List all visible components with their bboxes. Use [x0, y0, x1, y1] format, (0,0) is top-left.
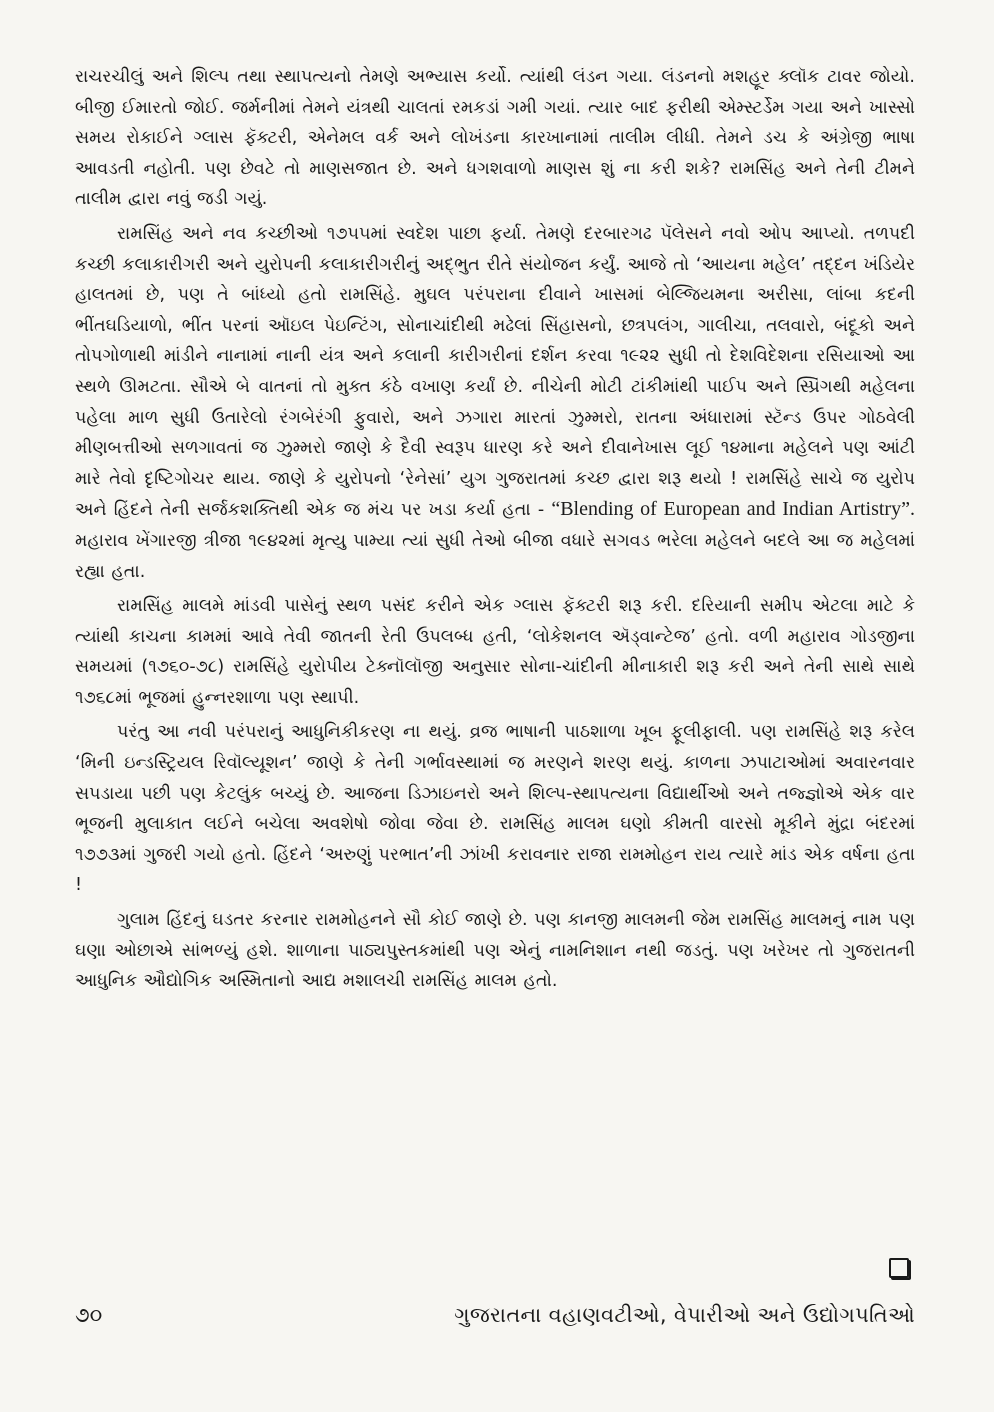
page-footer [75, 1297, 915, 1333]
page-body [75, 62, 915, 1352]
paragraph-2-english-quote: “Blending of European and Indian Artistry”. [551, 498, 915, 521]
paragraph-3: રામસિંહ માલમે માંડવી પાસેનું સ્થળ પસંદ કરીને એક ગ્લાસ ફૅક્ટરી શરૂ કરી. દરિયાની સમીપ એટલા માટે કે ત્યાંથી કાચના કામમાં આવે તેવી જાતની રેતી ઉપલબ્ધ હતી, ‘લોકેશનલ ઍડ્વાન્ટેજ’ હતો. વળી મહારાવ ગોડજીના સમયમાં (૧૭૬૦-૭૮) રામસિંહે યુરોપીય ટેક્નૉલૉજી અનુસાર સોના-ચાંદીની મીનાકારી શરૂ કરી અને તેની સાથે સાથે ૧૭૬૮માં ભૂજમાં હુન્નરશાળા પણ સ્થાપી. [75, 596, 915, 708]
paragraph-2 [75, 219, 915, 587]
paragraph-1: રાચરચીલું અને શિલ્પ તથા સ્થાપત્યનો તેમણે અભ્યાસ કર્યો. ત્યાંથી લંડન ગયા. લંડનનો મશહૂર ક્લૉક ટાવર જોયો. બીજી ઈમારતો જોઈ. જર્મનીમાં તેમને યંત્રથી ચાલતાં રમકડાં ગમી ગયાં. ત્યાર બાદ ફરીથી એમ્સ્ટર્ડેમ ગયા અને ખાસ્સો સમય રોકાઈને ગ્લાસ ફૅક્ટરી, એનેમલ વર્ક અને લોખંડના કારખાનામાં તાલીમ લીધી. તેમને ડચ કે અંગ્રેજી ભાષા આવડતી નહોતી. પણ છેવટે તો માણસજાત છે. અને ધગશવાળો માણસ શું ના કરી શકે? રામસિંહ અને તેની ટીમને તાલીમ દ્વારા નવું જડી ગયું. [75, 67, 915, 210]
paragraph-4: પરંતુ આ નવી પરંપરાનું આધુનિકીકરણ ના થયું. વ્રજ ભાષાની પાઠશાળા ખૂબ ફૂલીફાલી. પણ રામસિંહે શરૂ કરેલ ‘મિની ઇન્ડસ્ટ્રિયલ રિવૉલ્યૂશન’ જાણે કે તેની ગર્ભાવસ્થામાં જ મરણને શરણ થયું. કાળના ઝપાટાઓમાં અવારનવાર સપડાયા પછી પણ કેટલુંક બચ્યું છે. આજના ડિઝાઇનરો અને શિલ્પ-સ્થાપત્યના વિદ્યાર્થીઓ અને તજ્જ્ઞોએ એક વાર ભૂજની મુલાકાત લઈને બચેલા અવશેષો જોવા જેવા છે. રામસિંહ માલમ ઘણો કીમતી વારસો મૂકીને મુંદ્રા બંદરમાં ૧૭૭૩માં ગુજરી ગયો હતો. હિંદને ‘અરુણું પરભાત’ની ઝાંખી કરાવનાર રાજા રામમોહન રાય ત્યારે માંડ એક વર્ષના હતા ! [75, 722, 915, 896]
paragraph-5: ગુલામ હિંદનું ઘડતર કરનાર રામમોહનને સૌ કોઈ જાણે છે. પણ કાનજી માલમની જેમ રામસિંહ માલમનું નામ પણ ઘણા ઓછાએ સાંભળ્યું હશે. શાળાના પાઠ્યપુસ્તકમાંથી પણ એનું નામનિશાન નથી જડતું. પણ ખરેખર તો ગુજરાતની આધુનિક ઔદ્યોગિક અસ્મિતાનો આદ્ય મશાલચી રામસિંહ માલમ હતો. [75, 910, 915, 992]
square-end-mark-icon [889, 1258, 909, 1278]
book-title: ગુજરાતના વહાણવટીઓ, વેપારીઓ અને ઉદ્યોગપતિઓ [454, 1302, 915, 1327]
paragraph-2-continuation: મહારાવ ખેંગારજી ત્રીજા ૧૯૪૨માં મૃત્યુ પામ્યા ત્યાં સુધી તેઓ બીજા વધારે સગવડ ભરેલા મહેલને બદલે આ જ મહેલમાં રહ્યા હતા. [75, 530, 915, 582]
page-number: ૭૦ [75, 1302, 103, 1327]
paragraph-2-text: રામસિંહ અને નવ કચ્છીઓ ૧૭૫૫માં સ્વદેશ પાછા ફર્યા. તેમણે દરબારગઢ પૅલેસને નવો ઓપ આપ્યો. તળપદી કચ્છી કલાકારીગરી અને યુરોપની કલાકારીગરીનું અદ્ભુત રીતે સંયોજન કર્યું. આજે તો ‘આયના મહેલ’ તદ્દન ખંડિયેર હાલતમાં છે, પણ તે બાંધ્યો હતો રામસિંહે. મુઘલ પરંપરાના દીવાને ખાસમાં બેલ્જિયમના અરીસા, લાંબા કદની ભીંતઘડિયાળો, ભીંત પરનાં ઑઇલ પેઇન્ટિંગ, સોનાચાંદીથી મઢેલાં સિંહાસનો, છત્રપલંગ, ગાલીચા, તલવારો, બંદૂકો અને તોપગોળાથી માંડીને નાનામાં નાની યંત્ર અને કલાની કારીગરીનાં દર્શન કરવા ૧૯૨૨ સુધી તો દેશવિદેશના રસિયાઓ આ સ્થળે ઊમટતા. સૌએ બે વાતનાં તો મુક્ત કંઠે વખાણ કર્યાં છે. નીચેની મોટી ટાંકીમાંથી પાઈપ અને સ્પ્રિંગથી મહેલના પહેલા માળ સુધી ઉતારેલો રંગબેરંગી ફુવારો, અને ઝગારા મારતાં ઝુમ્મરો, રાતના અંધારામાં સ્ટૅન્ડ ઉપર ગોઠવેલી મીણબત્તીઓ સળગાવતાં જ ઝુમ્મરો જાણે કે દૈવી સ્વરૂપ ધારણ કરે અને દીવાનેખાસ લૂઈ ૧૪માના મહેલને પણ આંટી મારે તેવો દૃષ્ટિગોચર થાય. જાણે કે યુરોપનો ‘રેનેસાં’ યુગ ગુજરાતમાં કચ્છ દ્વારા શરૂ થયો ! રામસિંહે સાચે જ યુરોપ અને હિંદને તેની સર્જકશક્તિથી એક જ મંચ પર ખડા કર્યા હતા - [75, 223, 915, 521]
